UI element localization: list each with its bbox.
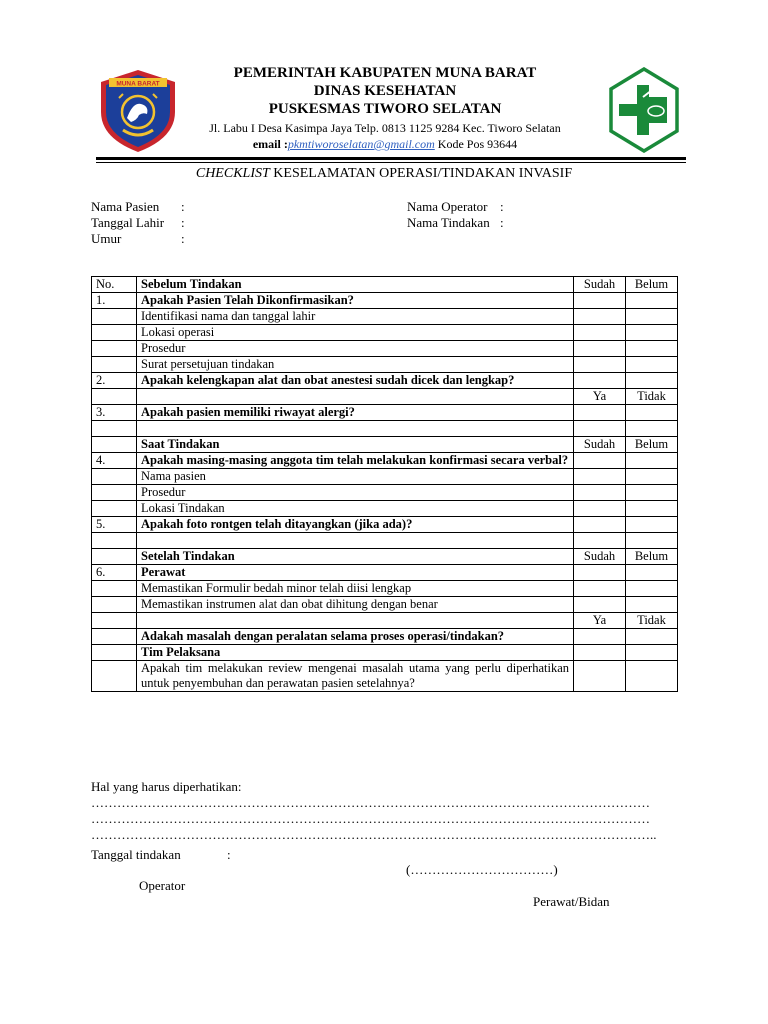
row-belum-cell[interactable]	[626, 357, 678, 373]
info-sep: :	[500, 199, 504, 214]
info-row	[91, 231, 185, 247]
row-sudah-cell[interactable]	[574, 517, 626, 533]
row-sudah-cell[interactable]	[574, 453, 626, 469]
notes-line[interactable]: …………………………………………………………………………………………………………………	[91, 795, 650, 810]
table-row	[92, 485, 678, 501]
info-row	[407, 215, 504, 231]
date-label: Tanggal tindakan	[91, 847, 181, 862]
row-number	[92, 533, 137, 549]
row-sudah-cell[interactable]	[574, 309, 626, 325]
row-sudah-cell[interactable]	[574, 597, 626, 613]
table-row	[92, 325, 678, 341]
row-belum-cell[interactable]: Belum	[626, 437, 678, 453]
table-row	[92, 437, 678, 453]
row-item: Adakah masalah dengan peralatan selama proses operasi/tindakan?	[137, 629, 574, 645]
row-item: Apakah pasien memiliki riwayat alergi?	[137, 405, 574, 421]
row-sudah-cell[interactable]	[574, 485, 626, 501]
table-row	[92, 357, 678, 373]
header-no: No.	[92, 277, 137, 293]
notes-label: Hal yang harus diperhatikan:	[91, 779, 242, 794]
row-item: Memastikan Formulir bedah minor telah diisi lengkap	[137, 581, 574, 597]
notes-section	[91, 779, 671, 843]
row-item: Tim Pelaksana	[137, 645, 574, 661]
info-label: Nama Tindakan	[407, 215, 490, 230]
row-item: Memastikan instrumen alat dan obat dihitung dengan benar	[137, 597, 574, 613]
header-section: Sebelum Tindakan	[137, 277, 574, 293]
table-row	[92, 613, 678, 629]
patient-info	[91, 199, 185, 247]
address: Jl. Labu I Desa Kasimpa Jaya Telp. 0813 1125 9284 Kec. Tiworo Selatan	[209, 121, 561, 135]
row-number	[92, 421, 137, 437]
table-row	[92, 453, 678, 469]
row-belum-cell[interactable]: Belum	[626, 549, 678, 565]
info-label: Tanggal Lahir	[91, 215, 165, 230]
row-sudah-cell[interactable]	[574, 661, 626, 692]
row-sudah-cell[interactable]	[574, 421, 626, 437]
table-row	[92, 469, 678, 485]
info-row	[407, 199, 504, 215]
row-number	[92, 597, 137, 613]
row-belum-cell[interactable]	[626, 645, 678, 661]
row-item: Identifikasi nama dan tanggal lahir	[137, 309, 574, 325]
row-item: Prosedur	[137, 341, 574, 357]
letterhead-rule-thick	[96, 157, 686, 160]
row-item: Prosedur	[137, 485, 574, 501]
document-title	[0, 166, 768, 182]
row-belum-cell[interactable]	[626, 533, 678, 549]
table-row	[92, 293, 678, 309]
table-row	[92, 341, 678, 357]
info-row	[91, 199, 185, 215]
letterhead-rule-thin	[96, 162, 686, 163]
info-sep: :	[500, 215, 504, 230]
table-row	[92, 501, 678, 517]
row-item: Apakah Pasien Telah Dikonfirmasikan?	[137, 293, 574, 309]
row-sudah-cell[interactable]	[574, 293, 626, 309]
letterhead-text	[190, 64, 580, 153]
row-number	[92, 549, 137, 565]
table-row	[92, 581, 678, 597]
row-number	[92, 357, 137, 373]
row-belum-cell[interactable]	[626, 421, 678, 437]
row-number: 4.	[92, 453, 137, 469]
row-number: 6.	[92, 565, 137, 581]
info-label: Umur	[91, 231, 122, 246]
government-name: PEMERINTAH KABUPATEN MUNA BARAT	[233, 65, 537, 81]
row-belum-cell[interactable]	[626, 453, 678, 469]
table-row	[92, 565, 678, 581]
table-row	[92, 389, 678, 405]
row-number	[92, 581, 137, 597]
row-number	[92, 469, 137, 485]
row-item: Apakah masing-masing anggota tim telah melakukan konfirmasi secara verbal?	[137, 453, 574, 469]
row-belum-cell[interactable]	[626, 581, 678, 597]
row-number: 5.	[92, 517, 137, 533]
row-item	[137, 421, 574, 437]
muna-barat-emblem-icon	[97, 68, 179, 154]
table-header-row	[92, 277, 678, 293]
info-sep: :	[181, 231, 185, 246]
row-item	[137, 533, 574, 549]
row-item: Surat persetujuan tindakan	[137, 357, 574, 373]
row-item	[137, 389, 574, 405]
row-belum-cell[interactable]	[626, 293, 678, 309]
table-row	[92, 597, 678, 613]
row-sudah-cell[interactable]	[574, 581, 626, 597]
header-belum: Belum	[626, 277, 678, 293]
row-item: Apakah tim melakukan review mengenai masalah utama yang perlu diperhatikan untuk penyembuhan dan perawatan pasien setelahnya?	[137, 661, 574, 692]
row-belum-cell[interactable]	[626, 405, 678, 421]
row-number	[92, 309, 137, 325]
table-row	[92, 549, 678, 565]
row-item: Lokasi Tindakan	[137, 501, 574, 517]
row-belum-cell[interactable]	[626, 501, 678, 517]
row-number	[92, 325, 137, 341]
row-sudah-cell[interactable]: Sudah	[574, 437, 626, 453]
row-sudah-cell[interactable]: Ya	[574, 613, 626, 629]
row-number: 2.	[92, 373, 137, 389]
title-rest: KESELAMATAN OPERASI/TINDAKAN INVASIF	[269, 166, 573, 181]
row-item: Saat Tindakan	[137, 437, 574, 453]
row-belum-cell[interactable]	[626, 661, 678, 692]
title-italic: CHECKLIST	[195, 166, 270, 181]
row-number	[92, 341, 137, 357]
row-item: Setelah Tindakan	[137, 549, 574, 565]
operator-label: Operator	[139, 878, 186, 893]
notes-line[interactable]: …………………………………………………………………………………………………………………..	[91, 827, 657, 842]
row-belum-cell[interactable]	[626, 325, 678, 341]
department-name: DINAS KESEHATAN	[313, 83, 457, 99]
row-sudah-cell[interactable]	[574, 469, 626, 485]
row-sudah-cell[interactable]: Sudah	[574, 549, 626, 565]
row-belum-cell[interactable]: Tidak	[626, 613, 678, 629]
row-sudah-cell[interactable]	[574, 645, 626, 661]
row-belum-cell[interactable]: Tidak	[626, 389, 678, 405]
table-row	[92, 645, 678, 661]
row-number	[92, 613, 137, 629]
header-sudah: Sudah	[574, 277, 626, 293]
table-row	[92, 661, 678, 692]
row-sudah-cell[interactable]	[574, 565, 626, 581]
row-sudah-cell[interactable]	[574, 501, 626, 517]
letterhead	[0, 0, 768, 165]
row-number: 3.	[92, 405, 137, 421]
info-sep: :	[181, 215, 185, 230]
email-link[interactable]: pkmtiworoselatan@gmail.com	[287, 137, 435, 151]
table-row	[92, 309, 678, 325]
row-sudah-cell[interactable]: Ya	[574, 389, 626, 405]
table-row	[92, 405, 678, 421]
health-center-name: PUSKESMAS TIWORO SELATAN	[268, 101, 502, 117]
table-row	[92, 421, 678, 437]
row-belum-cell[interactable]	[626, 597, 678, 613]
email-label: email :	[252, 137, 288, 151]
row-sudah-cell[interactable]	[574, 325, 626, 341]
row-item: Nama pasien	[137, 469, 574, 485]
table-row	[92, 373, 678, 389]
procedure-date	[91, 847, 231, 863]
puskesmas-logo-icon	[609, 67, 679, 153]
row-sudah-cell[interactable]	[574, 373, 626, 389]
table-row	[92, 517, 678, 533]
checklist-table	[91, 276, 678, 692]
date-sep: :	[227, 847, 231, 862]
table-row	[92, 533, 678, 549]
row-number	[92, 645, 137, 661]
info-sep: :	[181, 199, 185, 214]
row-belum-cell[interactable]	[626, 629, 678, 645]
row-number	[92, 485, 137, 501]
row-item: Apakah kelengkapan alat dan obat anestesi sudah dicek dan lengkap?	[137, 373, 574, 389]
row-sudah-cell[interactable]	[574, 629, 626, 645]
row-item	[137, 613, 574, 629]
row-number	[92, 661, 137, 692]
notes-line[interactable]: …………………………………………………………………………………………………………………	[91, 811, 650, 826]
nurse-label: Perawat/Bidan	[533, 894, 610, 909]
signature-line[interactable]: (……………………………)	[406, 862, 558, 877]
info-label: Nama Operator	[407, 199, 488, 214]
info-row	[91, 215, 185, 231]
row-sudah-cell[interactable]	[574, 405, 626, 421]
row-item: Perawat	[137, 565, 574, 581]
row-number	[92, 501, 137, 517]
svg-text:MUNA BARAT: MUNA BARAT	[116, 80, 160, 88]
row-item: Apakah foto rontgen telah ditayangkan (jika ada)?	[137, 517, 574, 533]
contact-line	[190, 136, 580, 153]
row-belum-cell[interactable]	[626, 309, 678, 325]
row-belum-cell[interactable]	[626, 565, 678, 581]
row-belum-cell[interactable]	[626, 517, 678, 533]
row-number	[92, 389, 137, 405]
row-number: 1.	[92, 293, 137, 309]
row-number	[92, 629, 137, 645]
row-belum-cell[interactable]	[626, 485, 678, 501]
row-belum-cell[interactable]	[626, 341, 678, 357]
row-number	[92, 437, 137, 453]
row-sudah-cell[interactable]	[574, 357, 626, 373]
row-belum-cell[interactable]	[626, 373, 678, 389]
table-row	[92, 629, 678, 645]
row-belum-cell[interactable]	[626, 469, 678, 485]
postcode: Kode Pos 93644	[437, 137, 518, 151]
row-item: Lokasi operasi	[137, 325, 574, 341]
info-label: Nama Pasien	[91, 199, 160, 214]
row-sudah-cell[interactable]	[574, 533, 626, 549]
row-sudah-cell[interactable]	[574, 341, 626, 357]
operator-info	[407, 199, 504, 231]
